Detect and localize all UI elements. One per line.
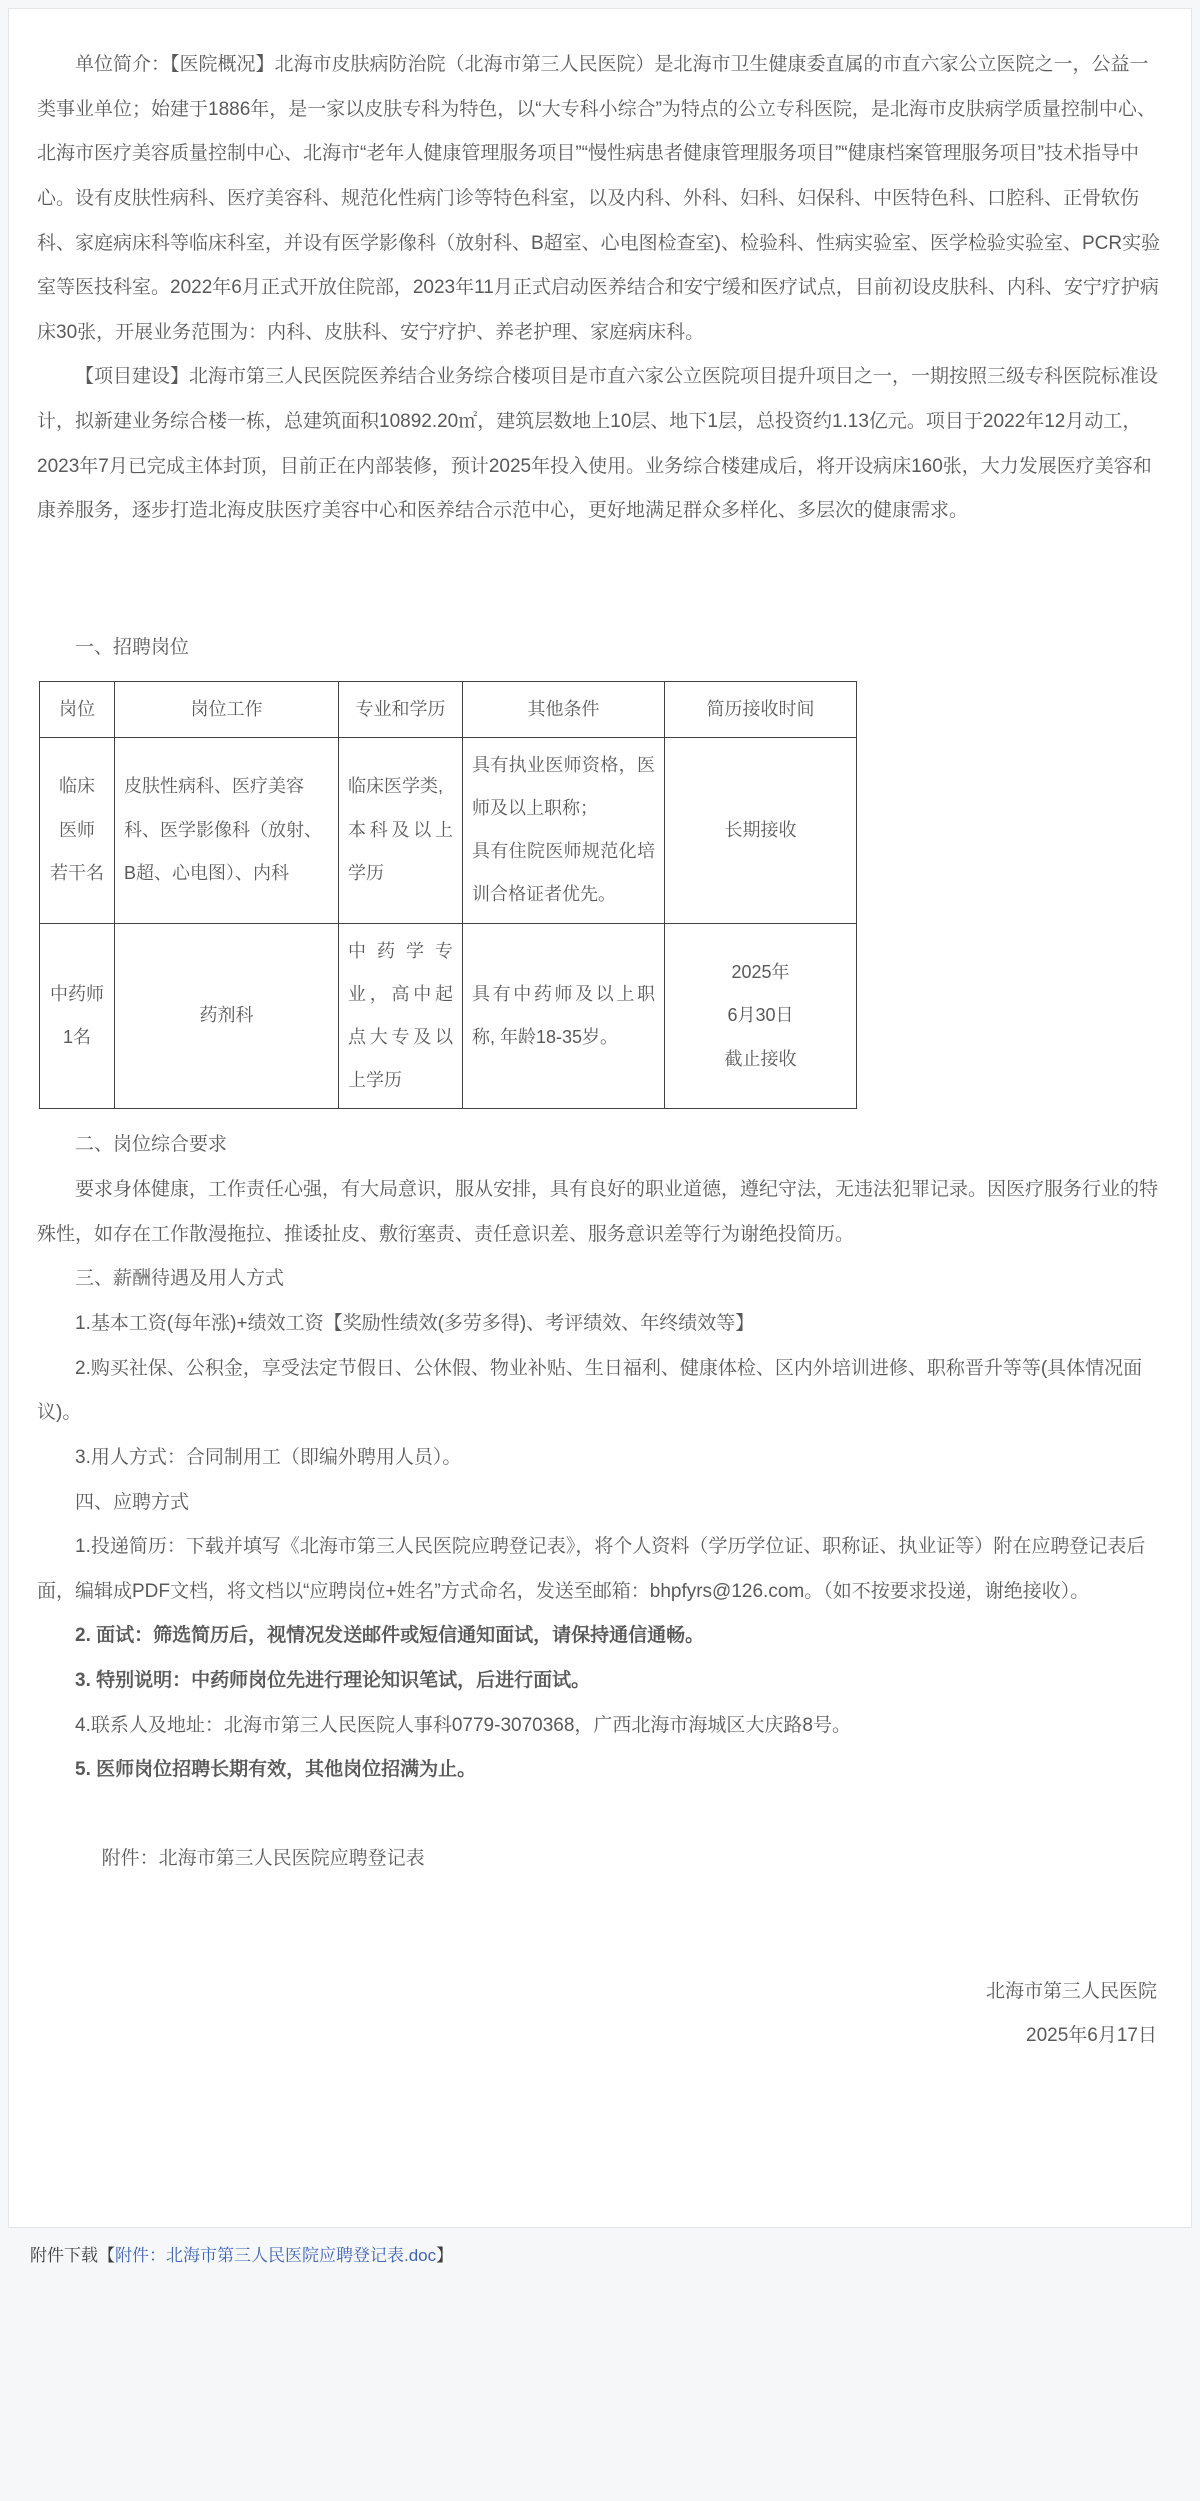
header-other: 其他条件 [463,681,665,737]
table-row-pharmacist [40,923,857,1109]
signature-date: 2025年6月17日 [1026,2025,1157,2047]
intro-paragraph: 单位简介：【医院概况】北海市皮肤病防治院（北海市第三人民医院）是北海市卫生健康委直属的市直六家公立医院之一，公益一类事业单位；始建于1886年，是一家以皮肤专科为特色，以“大专科小综合”为特点的公立专科医院，是北海市皮肤病学质量控制中心、北海市医疗美容质量控制中心、北海市“老年人健康管理服务项目”“慢性病患者健康管理服务项目”“健康档案管理服务项目”技术指导中心。设有皮肤性病科、医疗美容科、规范化性病门诊等特色科室，以及内科、外科、妇科、妇保科、中医特色科、口腔科、正骨软伤科、家庭病床科等临床科室，并设有医学影像科（放射科、B超室、心电图检查室)、检验科、性病实验室、医学检验实验室、PCR实验室等医技科室。2022年6月正式开放住院部，2023年11月正式启动医养结合和安宁缓和医疗试点，目前初设皮肤科、内科、安宁疗护病床30张，开展业务范围为：内科、皮肤科、安宁疗护、养老护理、家庭病床科。 [37,54,1161,343]
article-body [8,8,1192,2228]
section3-heading: 三、薪酬待遇及用人方式 [75,1268,285,1290]
apply-item-4: 4.联系人及地址：北海市第三人民医院人事科0779-3070368，广西北海市海城区大庆路8号。 [75,1714,851,1736]
header-work: 岗位工作 [115,681,339,737]
announcement-page [0,8,1200,2501]
recruitment-table [39,681,857,1110]
cell-post: 临床 医师 若干名 [40,737,115,923]
signature-organization: 北海市第三人民医院 [985,1980,1157,2002]
attachment-download-link[interactable]: 附件：北海市第三人民医院应聘登记表.doc [115,2245,437,2265]
table-row-clinician [40,737,857,923]
header-post: 岗位 [40,681,115,737]
table-header-row [40,681,857,737]
apply-item-1: 1.投递简历：下载并填写《北海市第三人民医院应聘登记表》，将个人资料（学历学位证、职称证、执业证等）附在应聘登记表后面，编辑成PDF文档，将文档以“应聘岗位+姓名”方式命名，发送至邮箱：bhpfyrs@126.com。（如不按要求投递，谢绝接收）。 [37,1536,1146,1602]
attachment-note: 附件：北海市第三人民医院应聘登记表 [101,1847,425,1869]
cell-major: 中药学专业，高中起点大专及以上学历 [339,923,463,1109]
cell-work: 药剂科 [115,923,339,1109]
salary-item-2: 2.购买社保、公积金，享受法定节假日、公休假、物业补贴、生日福利、健康体检、区内外培训进修、职称晋升等等(具体情况面议)。 [37,1357,1143,1424]
section4-heading: 四、应聘方式 [75,1491,190,1513]
attachment-download-bar [30,2242,1200,2269]
apply-item-5: 5. 医师岗位招聘长期有效，其他岗位招满为止。 [75,1759,477,1781]
cell-other: 具有执业医师资格，医师及以上职称； 具有住院医师规范化培训合格证者优先。 [463,737,665,923]
cell-post: 中药师 1名 [40,923,115,1109]
salary-item-1: 1.基本工资(每年涨)+绩效工资【奖励性绩效(多劳多得)、考评绩效、年终绩效等】 [75,1312,755,1334]
cell-other: 具有中药师及以上职称, 年龄18-35岁。 [463,923,665,1109]
cell-work: 皮肤性病科、医疗美容科、医学影像科（放射、B超、心电图）、内科 [115,737,339,923]
construction-paragraph: 【项目建设】北海市第三人民医院医养结合业务综合楼项目是市直六家公立医院项目提升项目之一，一期按照三级专科医院标准设计，拟新建业务综合楼一栋，总建筑面积10892.20㎡，建筑层数地上10层、地下1层，总投资约1.13亿元。项目于2022年12月动工，2023年7月已完成主体封顶，目前正在内部装修，预计2025年投入使用。业务综合楼建成后，将开设病床160张，大力发展医疗美容和康养服务，逐步打造北海皮肤医疗美容中心和医养结合示范中心，更好地满足群众多样化、多层次的健康需求。 [37,366,1159,522]
header-major: 专业和学历 [339,681,463,737]
salary-item-3: 3.用人方式：合同制用工（即编外聘用人员）。 [75,1446,462,1468]
section1-heading: 一、招聘岗位 [75,637,190,659]
apply-item-2: 2. 面试：筛选简历后，视情况发送邮件或短信通知面试，请保持通信通畅。 [75,1625,705,1647]
header-time: 简历接收时间 [665,681,857,737]
attachment-download-suffix: 】 [436,2245,454,2265]
cell-major: 临床医学类, 本科及以上学历 [339,737,463,923]
cell-time: 长期接收 [665,737,857,923]
cell-time: 2025年 6月30日 截止接收 [665,923,857,1109]
section2-body: 要求身体健康，工作责任心强，有大局意识，服从安排，具有良好的职业道德，遵纪守法，无违法犯罪记录。因医疗服务行业的特殊性，如存在工作散漫拖拉、推诿扯皮、敷衍塞责、责任意识差、服务意识差等行为谢绝投简历。 [37,1179,1159,1245]
section2-heading: 二、岗位综合要求 [75,1134,228,1156]
apply-item-3: 3. 特别说明：中药师岗位先进行理论知识笔试，后进行面试。 [75,1670,591,1692]
attachment-download-prefix: 附件下载【 [30,2245,115,2265]
